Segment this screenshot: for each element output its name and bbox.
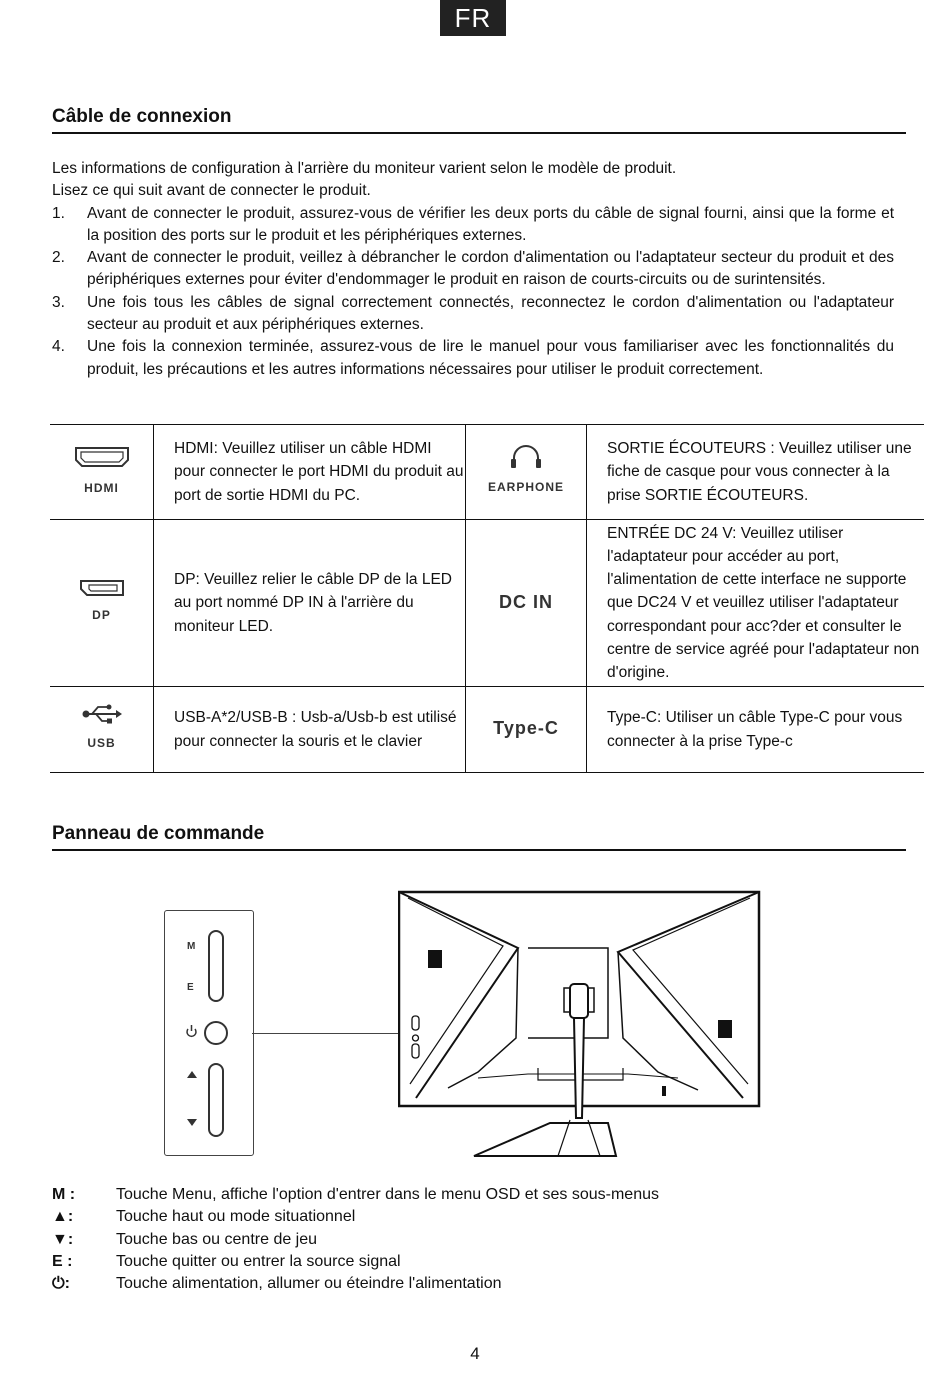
- list-item: [52, 1206, 659, 1228]
- list-item: [52, 292, 894, 337]
- list-item: [52, 1229, 659, 1251]
- step-text: Une fois la connexion terminée, assurez-vous de lire le manuel pour vous familiariser avec les fonctionnalités du produit, les précautions et les autres informations nécessaires pour utiliser le produit correctement.: [87, 338, 894, 378]
- legend-key: M :: [52, 1186, 76, 1203]
- port-icon-cell: [50, 425, 154, 520]
- port-icon-cell: [466, 520, 587, 687]
- port-icon-cell: [50, 687, 154, 773]
- list-item: [52, 1184, 659, 1206]
- step-number: 2.: [52, 249, 65, 267]
- step-text: Avant de connecter le produit, veillez à débrancher le cordon d'alimentation ou l'adaptateur secteur du produit et des périphériques externes pour éviter d'endommager le produit en raison de courts-circuits ou de surintensités.: [87, 249, 894, 289]
- page-number: 4: [470, 1344, 480, 1363]
- port-icon-cell: [466, 425, 587, 520]
- list-item: [52, 247, 894, 292]
- port-description: Type-C: Utiliser un câble Type-C pour vous connecter à la prise Type-c: [587, 687, 925, 773]
- up-down-rocker: [209, 1064, 223, 1136]
- list-item: [52, 1273, 659, 1295]
- legend-text: Touche quitter ou entrer la source signal: [116, 1252, 401, 1270]
- headphone-icon: [508, 445, 544, 469]
- down-arrow-icon: [187, 1119, 197, 1126]
- legend-text: Touche haut ou mode situationnel: [116, 1208, 356, 1226]
- monitor-rear-view: [398, 888, 762, 1160]
- menu-button-label: M: [187, 941, 196, 952]
- language-badge: FR: [440, 0, 506, 36]
- callout-line: [252, 1033, 400, 1034]
- table-row: [50, 687, 924, 773]
- step-number: 1.: [52, 204, 65, 222]
- port-description: SORTIE ÉCOUTEURS : Veuillez utiliser une fiche de casque pour vous connecter à la prise SORTIE ÉCOUTEURS.: [587, 425, 925, 520]
- section-title-control-panel: Panneau de commande: [52, 823, 906, 851]
- port-label: DP: [92, 608, 111, 622]
- intro-text: [52, 158, 894, 381]
- legend-key: ⏻:: [52, 1275, 70, 1293]
- port-description: HDMI: Veuillez utiliser un câble HDMI pour connecter le port HDMI du produit au port de sortie HDMI du PC.: [154, 425, 466, 520]
- displayport-icon: [79, 579, 125, 597]
- list-item: [52, 203, 894, 248]
- section-title-connection-cable: Câble de connexion: [52, 106, 906, 134]
- port-label: Type-C: [493, 718, 559, 739]
- list-item: [52, 336, 894, 381]
- control-panel-diagram: [164, 910, 254, 1156]
- menu-exit-rocker: [209, 931, 223, 1001]
- hdmi-port-icon: [72, 444, 132, 470]
- step-text: Avant de connecter le produit, assurez-vous de vérifier les deux ports du câble de signal fourni, ainsi que la forme et la position des ports sur le produit et les périphériques externes.: [87, 204, 894, 244]
- step-number: 3.: [52, 293, 65, 311]
- ports-table: [50, 424, 924, 773]
- up-arrow-icon: [187, 1071, 197, 1078]
- intro-line-2: Lisez ce qui suit avant de connecter le produit.: [52, 182, 371, 200]
- exit-button-label: E: [187, 982, 194, 993]
- control-buttons-drawing: [165, 911, 253, 1155]
- table-row: [50, 520, 924, 687]
- legend-text: Touche bas ou centre de jeu: [116, 1230, 318, 1248]
- button-legend: [52, 1184, 659, 1295]
- steps-list: [52, 203, 894, 381]
- port-label: USB: [87, 735, 116, 750]
- power-icon: [187, 1025, 196, 1036]
- port-label: EARPHONE: [487, 480, 564, 494]
- port-description: DP: Veuillez relier le câble DP de la LED au port nommé DP IN à l'arrière du moniteur LED.: [154, 520, 466, 687]
- intro-line-1: Les informations de configuration à l'arrière du moniteur varient selon le modèle de produit.: [52, 160, 677, 177]
- table-row: [50, 425, 924, 520]
- legend-key: ▲:: [52, 1208, 74, 1226]
- port-icon-cell: [466, 687, 587, 773]
- usb-icon: [80, 704, 124, 724]
- port-description: USB-A*2/USB-B : Usb-a/Usb-b est utilisé pour connecter la souris et le clavier: [154, 687, 466, 773]
- legend-text: Touche Menu, affiche l'option d'entrer dans le menu OSD et ses sous-menus: [116, 1186, 659, 1203]
- step-number: 4.: [52, 338, 65, 356]
- port-icon-cell: [50, 520, 154, 687]
- port-description: ENTRÉE DC 24 V: Veuillez utiliser l'adaptateur pour accéder au port, l'alimentation de cette interface ne supporte que DC24 V et veuillez utiliser l'adaptateur correspondant pour acc?der et consulter le centre de service agréé pour l'adaptateur non d'origine.: [587, 520, 925, 687]
- legend-text: Touche alimentation, allumer ou éteindre l'alimentation: [116, 1275, 502, 1293]
- list-item: [52, 1251, 659, 1273]
- port-label: HDMI: [84, 481, 119, 495]
- step-text: Une fois tous les câbles de signal correctement connectés, reconnectez le cordon d'alimentation ou l'adaptateur secteur au produit et aux périphériques externes.: [87, 293, 894, 334]
- power-button: [205, 1022, 227, 1044]
- legend-key: E :: [52, 1252, 73, 1270]
- port-label: DC IN: [499, 591, 553, 612]
- legend-key: ▼:: [52, 1230, 74, 1248]
